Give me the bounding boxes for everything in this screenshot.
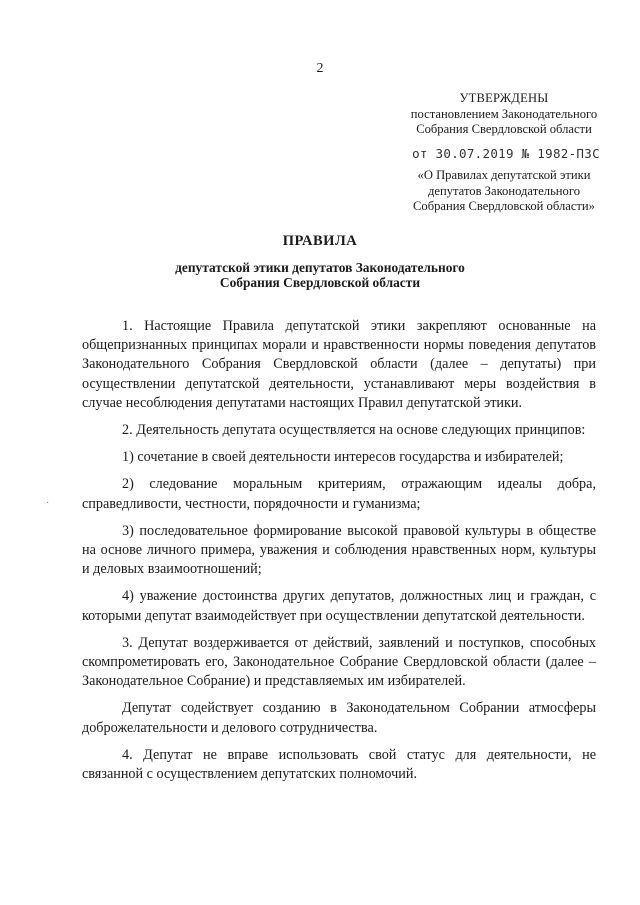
- paragraph-principle-2: 2) следование моральным критериям, отражающим идеалы добра, справедливости, честности, порядочности и гуманизма;: [82, 476, 596, 512]
- paragraph-principle-3: 3) последовательное формирование высокой правовой культуры в обществе на основе личного примера, уважения и соблюдения нравственных норм, культуры и деловых взаимоотношений;: [82, 522, 596, 578]
- margin-mark: ˙: [46, 501, 50, 512]
- paragraph-4: 4. Депутат не вправе использовать свой статус для деятельности, не связанной с осуществлением депутатских полномочий.: [82, 746, 596, 783]
- approval-block: [384, 91, 624, 215]
- paragraph-1: 1. Настоящие Правила депутатской этики закрепляют основанные на общепризнанных принципах морали и нравственности нормы поведения депутатов Законодательного Собрания Свердловской области (далее – депутаты) при осуществлении депутатской деятельности, устанавливают меры воздействия в случае несоблюдения депутатами настоящих Правил депутатской этики.: [82, 318, 596, 411]
- document-body: [82, 317, 596, 792]
- paragraph-3: 3. Депутат воздерживается от действий, заявлений и поступков, способных скомпрометировать его, Законодательное Собрание Свердловской области (далее – Законодательное Собрание) и представляемых им избирателей.: [82, 634, 596, 690]
- page-number: 2: [316, 61, 324, 76]
- paragraph-principle-1: 1) сочетание в своей деятельности интересов государства и избирателей;: [122, 449, 564, 466]
- approval-name-1: «О Правилах депутатской этики: [417, 168, 591, 182]
- approval-name-3: Собрания Свердловской области»: [413, 199, 595, 213]
- approval-date: от 30.07.2019 № 1982-ПЗС: [412, 145, 600, 161]
- approval-line-2: Собрания Свердловской области: [416, 122, 592, 136]
- paragraph-principle-4: 4) уважение достоинства других депутатов, должностных лиц и граждан, с которыми депутат взаимодействует при осуществлении депутатской деятельности.: [82, 588, 596, 624]
- paragraph-2: 2. Деятельность депутата осуществляется на основе следующих принципов:: [122, 422, 586, 439]
- document-subtitle: [0, 260, 640, 290]
- approval-title: УТВЕРЖДЕНЫ: [459, 91, 549, 105]
- paragraph-3-continued: Депутат содействует созданию в Законодательном Собрании атмосферы доброжелательности и делового сотрудничества.: [82, 700, 596, 736]
- subtitle-line-1: депутатской этики депутатов Законодательного: [175, 260, 465, 275]
- approval-line-1: постановлением Законодательного: [410, 106, 598, 121]
- document-title: ПРАВИЛА: [282, 233, 358, 249]
- subtitle-line-2: Собрания Свердловской области: [219, 275, 421, 290]
- approval-name-2: депутатов Законодательного: [427, 183, 580, 198]
